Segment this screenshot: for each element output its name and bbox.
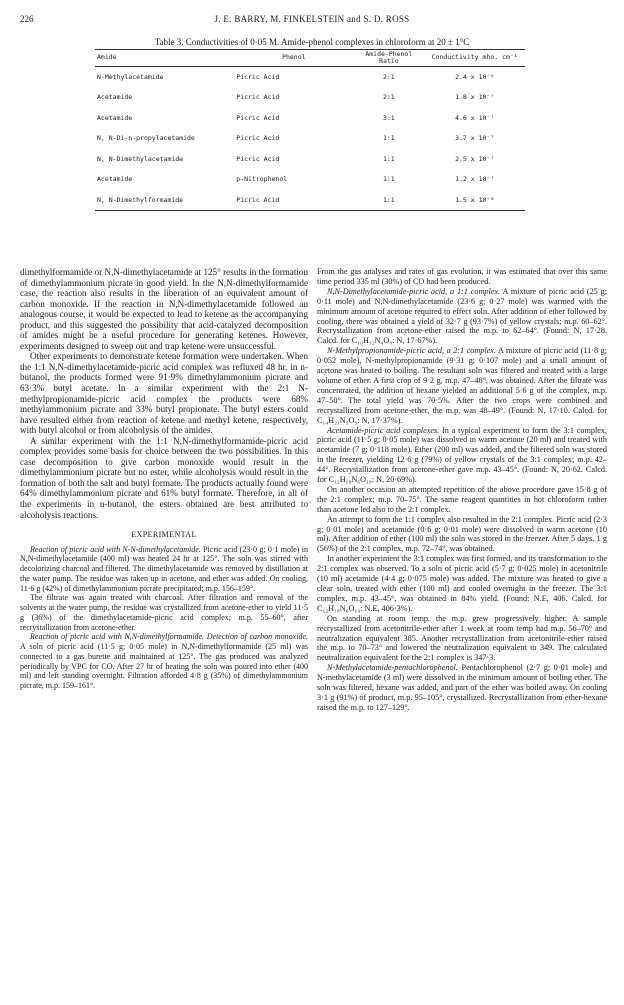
experimental-paragraph	[20, 632, 308, 691]
procedure-title: N,N-Dimethylacetamide-picric acid, a 1:1 complex.	[327, 286, 501, 296]
procedure-text: Pentachlorophenol (2·7 g; 0·01 mole) and N-methylacetamide (3 ml) were dissolved in the minimum amount of boiling ether. The soln was filtered, hexane was added, and part of the ether was boiled away. On cooling 3·1 g (91%) of product, m.p. 95–105°, crystallized. Recrystallization from ether-hexane raised the m.p. to 127–129°.	[317, 663, 607, 712]
cell-conductivity: 1.5 x 10⁻⁸	[424, 190, 525, 211]
procedure-title: Reaction of picric acid with N,N-dimethylformamide. Detection of carbon monoxide.	[30, 632, 308, 642]
body-paragraph: A similar experiment with the 1:1 N,N-dimethylformamide-picric acid complex provides some basis for choice between the two possibilities. In this case decomposition to give carbon monoxide would result in the dimethylammonium picrate but no ester, while alcoholysis would result in the formation of both the salt and butyl formate. The products actually found were 64% dimethylammonium picrate and 61% butyl formate. Therefore, in all of the experiments in n-butanol, the esters obtained are best attributed to alcoholysis reactions.	[20, 435, 308, 520]
cell-amide: Acetamide	[97, 175, 133, 184]
experimental-paragraph: On another occasion an attempted repetition of the above procedure gave 15·8 g of the 2:1 complex; m.p. 70–75°. The same reagent quantities in hot chloroform rather than acetone led also to the 2:1 complex.	[317, 484, 607, 514]
col-header-conductivity: Conductivity mho. cm⁻¹	[424, 50, 525, 67]
cell-conductivity: 2.5 x 10⁻⁷	[455, 154, 495, 163]
cell-amide: N-Methylacetamide	[97, 72, 164, 81]
cell-amide: Acetamide	[97, 93, 133, 102]
conductivity-table	[95, 49, 525, 211]
col-header-phenol: Phenol	[234, 50, 353, 67]
cell-phenol: Picric Acid	[236, 72, 280, 81]
procedure-text: A mixture of picric acid (11·8 g; 0·052 mole), N-methylpropionamide (9·31 g; 0·107 mole) and a small amount of acetone was heated to boiling. The resultant soln was filtered and treated with a large volume of ether. A first crop of 9·2 g, m.p. 47–48°, was obtained. After the filtrate was concentrated, the addition of hexane yielded an additional 5·6 g of the complex, m.p. 47–50°. The total yield was 70·5%. After the two crops were combined and recrystallized from acetone-ether, the m.p. was 48–49°. (Found: N, 17·10. Calcd. for C₁₄H₂₁N₅O₉: N, 17·37%).	[317, 346, 607, 425]
cell-ratio: 1:1	[382, 154, 395, 163]
procedure-text: A mixture of picric acid (25 g; 0·11 mole) and N,N-dimethylacetamide (23·6 g; 0·27 mole) was warmed with the minimum amount of acetone required to effect soln. After addition of ether followed by cooling, there was obtained a yield of 32·7 g (93·7%) of yellow crystals; m.p. 60–62°. Recrystallization from acetone-ether raised the m.p. to 62–64°. (Found: N, 17·28. Calcd. for C₁₀H₁₂N₄O₈: N, 17·67%).	[317, 286, 607, 346]
cell-phenol: p-Nitrophenol	[236, 175, 288, 184]
procedure-text: Picric acid (23·0 g; 0·1 mole) in N,N-dimethylacetamide (400 ml) was heated 24 hr at 125°. The soln was stirred with decolorizing charcoal and filtered. The dimethylacetamide was removed by distillation at the water pump. The residue was taken up in acetone, and ether was added. On cooling, 11·6 g (42%) of dimethylammonium picrate precipitated; m.p. 156–159°.	[20, 544, 308, 593]
cell-phenol: Picric Acid	[236, 154, 280, 163]
experimental-paragraph: On standing at room temp. the m.p. grew progressively higher. A sample recrystallized from acetonitrile-ether after 1 week at room temp had m.p. 56–70° and neutralization equivalent 385. Another recrystallization from acetonitrile-ether raised the m.p. to 70–73° and lowered the neutralization equivalent to 349. The calculated neutralization equivalent for the 2:1 complex is 347·3.	[317, 613, 607, 663]
cell-ratio: 3:1	[382, 113, 395, 122]
cell-conductivity: 2.4 x 10⁻⁶	[455, 72, 495, 81]
procedure-text: In a typical experiment to form the 3:1 complex, picric acid (11·5 g; 0·05 mole) was dissolved in warm acetone (20 ml) and treated with acetamide (7 g; 0·118 mole). Ether (200 ml) was added, and the filtered soln was stored in the freezer, yielding 12·6 g (79%) of yellow crystals of the 3:1 complex; m.p. 42–44°. Recrystallization from acetone-ether gave m.p. 43–45°. (Found: N, 20·62. Calcd. for C₁₂H₁₈N₆O₁₀: N, 20·69%).	[317, 425, 607, 485]
experimental-paragraph: From the gas analyses and rates of gas evolution, it was estimated that over this same time period 335 ml (30%) of CO had been produced.	[317, 267, 607, 286]
procedure-text: A soln of picric acid (11·5 g; 0·05 mole) in N,N-dimethylformamide (25 ml) was connected to a gas burette and maintained at 125°. The gas produced was analyzed periodically by VPC for CO. After 27 hr of heating the soln was poured into ether (400 ml) and left standing overnight. Filtration afforded 4·8 g (35%) of dimethylammonium picrate, m.p. 159–161°.	[20, 642, 308, 691]
cell-phenol: Picric Acid	[236, 93, 280, 102]
procedure-title: N-Methylacetamide-pentachlorophenol.	[327, 663, 458, 673]
experimental-paragraph	[317, 287, 607, 346]
procedure-title: Reaction of picric acid with N-N-dimethylacetamide.	[30, 544, 201, 554]
cell-amide: N, N-Dimethylformamide	[95, 190, 234, 211]
cell-ratio: 1:1	[353, 190, 424, 211]
col-header-amide: Amide	[95, 50, 234, 67]
experimental-paragraph: The filtrate was again treated with charcoal. After filtration and removal of the solvents at the water pump, the residue was crystallized from acetone-ether to yield 11·5 g (36%) of the dimethylacetamide-picric acid complex; m.p. 55–60°, after recrystallization from acetone-ether.	[20, 593, 308, 632]
cell-phenol: Picric Acid	[234, 190, 353, 211]
page-number: 226	[20, 14, 34, 24]
cell-conductivity: 1.2 x 10⁻⁷	[455, 175, 495, 184]
cell-amide: N, N-Di-n-propylacetamide	[97, 134, 195, 143]
section-heading-experimental: EXPERIMENTAL	[131, 530, 197, 540]
cell-phenol: Picric Acid	[236, 113, 280, 122]
table-caption: Table 3. Conductivities of 0·05 M. Amide-phenol complexes in chloroform at 20 ± 1°C	[154, 37, 470, 47]
cell-conductivity: 4.6 x 10⁻⁷	[455, 113, 495, 122]
procedure-title: Acetamide-picric acid complexes.	[327, 425, 440, 435]
experimental-paragraph	[317, 346, 607, 425]
cell-ratio: 1:1	[382, 175, 395, 184]
table-row	[95, 108, 525, 129]
right-column	[317, 267, 607, 713]
running-header	[0, 14, 624, 28]
cell-ratio: 1:1	[382, 134, 395, 143]
cell-ratio: 2:1	[382, 93, 395, 102]
left-column	[20, 267, 308, 691]
table-row	[95, 87, 525, 108]
cell-amide: Acetamide	[97, 113, 133, 122]
col-header-ratio: Amide-Phenol Ratio	[353, 50, 424, 67]
table-row	[95, 66, 525, 87]
running-head-authors: J. E. BARRY, M. FINKELSTEIN and S. D. ROSS	[214, 14, 410, 24]
table-row	[95, 128, 525, 149]
experimental-paragraph: In another experiment the 3:1 complex was first formed, and its transformation to the 2:1 complex was observed. To a soln of picric acid (5·7 g; 0·025 mole) in acetonitrile (10 ml) acetamide (4·4 g; 0·075 mole) was added. The mixture was heated to give a clear soln, treated with ether (100 ml) and cooled overnight in the freezer. The 3:1 complex, m.p. 43–45°, was obtained in 84% yield. (Found: N.E, 406. Calcd. for C₁₂H₁₈N₆O₁₀: N.E, 406·3%).	[317, 554, 607, 613]
cell-phenol: Picric Acid	[236, 134, 280, 143]
body-paragraph: Other experiments to demonstrate ketene formation were undertaken. When the 1:1 N,N-dimethylacetamide-picric acid complex was refluxed 48 hr. in n-butanol, the products formed were 91·9% dimethylammonium picrate and 63·3% butyl acetate. In a similar experiment with the 2:1 N-methylpropionamide-picric acid complex the products were 68% methylammonium picrate and 33% butyl propionate. The butyl esters could have resulted either from reaction of ketene and methyl ketene, respectively, with butyl alcohol or from alcoholysis of the amides.	[20, 351, 308, 436]
cell-conductivity: 1.8 x 10⁻⁷	[455, 93, 495, 102]
table-row	[95, 149, 525, 170]
cell-ratio: 2:1	[382, 72, 395, 81]
body-paragraph: dimethylformamide or N,N-dimethylacetamide at 125° results in the formation of dimethylammonium picrate in good yield. In the N,N-dimethylformamide case, the reaction also results in the liberation of an equivalent amount of carbon monoxide. If the reaction in N,N-dimethylacetamide followed an analogous course, it would be expected to lead to ketene as the accompanying product, and this suggested the possibility that acid-catalyzed decomposition of amides might be a useful procedure for generating ketenes. However, experiments designed to sweep out and trap ketene were unsuccessful.	[20, 267, 308, 351]
experimental-paragraph	[20, 545, 308, 594]
cell-conductivity: 3.7 x 10⁻⁷	[455, 134, 495, 143]
table-row	[95, 169, 525, 190]
table-row	[95, 190, 525, 211]
experimental-paragraph: An attempt to form the 1:1 complex also resulted in the 2:1 complex. Picric acid (2·3 g; 0·01 mole) and acetamide (0·6 g; 0·01 mole) were dissolved in warm acetone (10 ml). After addition of ether (100 ml) the soln was stored in the freezer. After 5 days, 1 g (56%) of the 2:1 complex, m.p. 72–74°, was obtained.	[317, 514, 607, 554]
cell-amide: N, N-Dimethylacetamide	[97, 154, 184, 163]
table-header-row	[95, 50, 525, 67]
experimental-paragraph	[317, 426, 607, 485]
procedure-title: N-Methylpropionamide-picric acid, a 2:1 complex.	[327, 346, 496, 356]
experimental-paragraph	[317, 663, 607, 713]
